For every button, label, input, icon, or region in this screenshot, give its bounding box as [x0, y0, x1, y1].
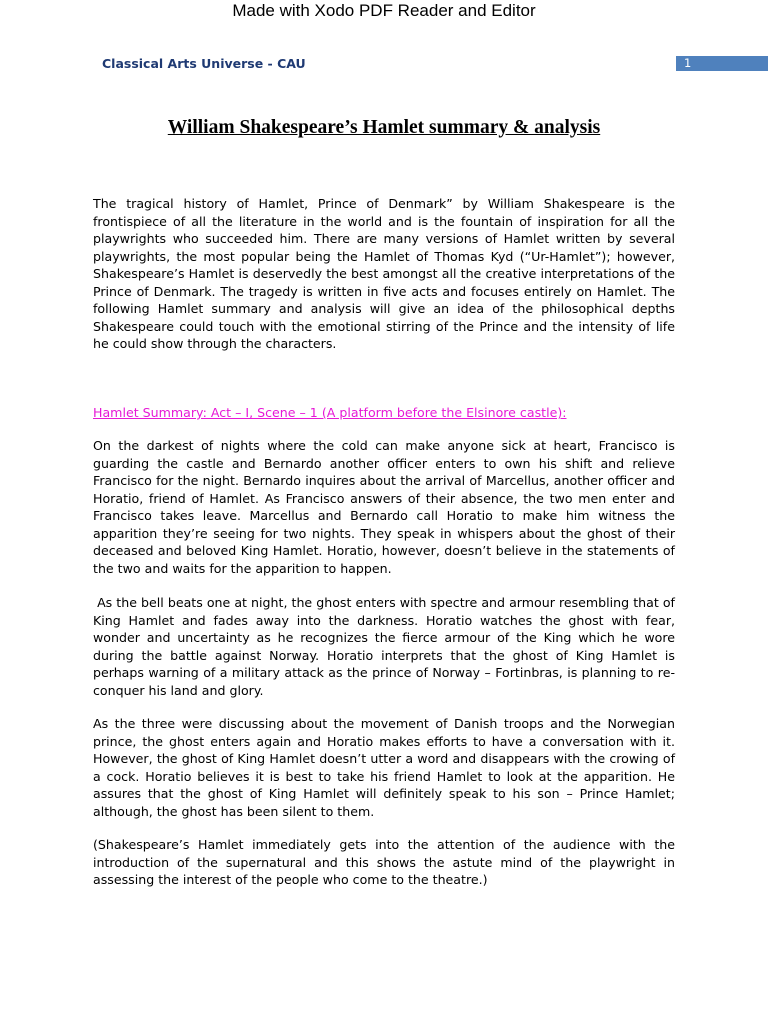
paragraph: On the darkest of nights where the cold can make anyone sick at heart, Francisco is guarding the castle and Bernardo another officer enters to own his shift and relieve Francisco for the night. Bernardo inquires about the arrival of Marcellus, another officer and Horatio, friend of Hamlet. As Francisco answers of their absence, the two men enter and Francisco takes leave. Marcellus and Bernardo call Horatio to make him witness the apparition they’re seeing for two nights. They speak in whispers about the ghost of their deceased and beloved King Hamlet. Horatio, however, doesn’t believe in the statements of the two and waits for the apparition to happen.	[93, 438, 675, 576]
paragraph: As the bell beats one at night, the ghost enters with spectre and armour resembling that of King Hamlet and fades away into the darkness. Horatio watches the ghost with fear, wonder and uncertainty as he recognizes the fierce armour of the King which he wore during the battle against Norway. Horatio interprets that the ghost of King Hamlet is perhaps warning of a military attack as the prince of Norway – Fortinbras, is planning to re-conquer his land and glory.	[93, 595, 680, 698]
document-title: William Shakespeare’s Hamlet summary & analysis	[167, 117, 601, 138]
paragraph: (Shakespeare’s Hamlet immediately gets into the attention of the audience with the introduction of the supernatural and this shows the astute mind of the playwright in assessing the interest of the people who come to the theatre.)	[93, 837, 675, 887]
section-heading: Hamlet Summary: Act – I, Scene – 1 (A platform before the Elsinore castle):	[93, 405, 567, 420]
page-number-badge	[676, 56, 768, 71]
page-number: 1	[684, 56, 692, 70]
xodo-watermark: Made with Xodo PDF Reader and Editor	[232, 1, 536, 20]
paragraph: As the three were discussing about the movement of Danish troops and the Norwegian prince, the ghost enters again and Horatio makes efforts to have a conversation with it. However, the ghost of King Hamlet doesn’t utter a word and disappears with the crowing of a cock. Horatio believes it is best to take his friend Hamlet to look at the apparition. He assures that the ghost of King Hamlet will definitely speak to his son – Prince Hamlet; although, the ghost has been silent to them.	[93, 716, 675, 819]
intro-paragraph: The tragical history of Hamlet, Prince of Denmark” by William Shakespeare is the frontispiece of all the literature in the world and is the fountain of inspiration for all the playwrights who succeeded him. There are many versions of Hamlet written by several playwrights, the most popular being the Hamlet of Thomas Kyd (“Ur-Hamlet”); however, Shakespeare’s Hamlet is deservedly the best amongst all the creative interpretations of the Prince of Denmark. The tragedy is written in five acts and focuses entirely on Hamlet. The following Hamlet summary and analysis will give an idea of the philosophical depths Shakespeare could touch with the emotional stirring of the Prince and the intensity of life he could show through the characters.	[93, 196, 675, 351]
header-organization: Classical Arts Universe - CAU	[102, 56, 306, 71]
